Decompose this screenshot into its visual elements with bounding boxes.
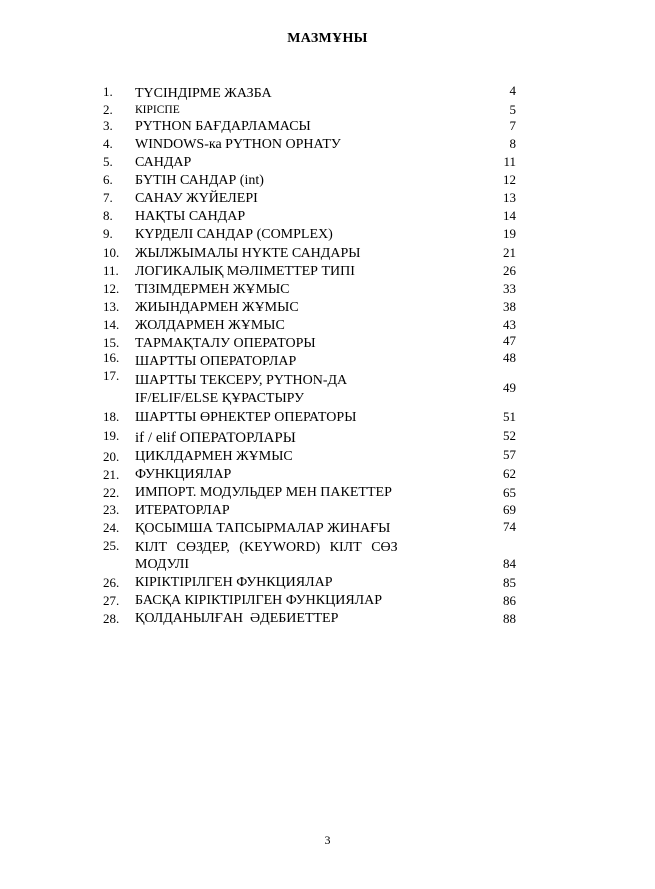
toc-number: 2. — [103, 102, 113, 117]
toc-title: ТІЗІМДЕРМЕН ЖҰМЫС — [135, 282, 290, 297]
toc-title: ИМПОРТ. МОДУЛЬДЕР МЕН ПАКЕТТЕР — [135, 485, 392, 500]
toc-title: ИТЕРАТОРЛАР — [135, 503, 230, 518]
toc-number: 16. — [103, 350, 120, 365]
toc-page: 7 — [509, 118, 516, 133]
toc-number: 1. — [103, 84, 113, 99]
toc-title: ЖЫЛЖЫМАЛЫ НҮКТЕ САНДАРЫ — [135, 246, 361, 261]
toc-page: 52 — [503, 428, 516, 443]
toc-page: 21 — [503, 245, 516, 260]
toc-page: 43 — [503, 317, 516, 332]
toc-number: 22. — [103, 485, 120, 500]
toc-page: 84 — [503, 556, 516, 571]
toc-title: ЖИЫНДАРМЕН ЖҰМЫС — [135, 300, 299, 315]
toc-page: 8 — [509, 136, 516, 151]
toc-page: 19 — [503, 226, 516, 241]
toc-page: 57 — [503, 447, 516, 462]
toc-page: 86 — [503, 593, 516, 608]
toc-title-line-1: КІЛТ СӨЗДЕР, (KEYWORD) КІЛТ СӨЗ — [135, 540, 398, 555]
page-title: МАЗМҰНЫ — [287, 31, 368, 46]
toc-page: 26 — [503, 263, 516, 278]
toc-title: if / elif ОПЕРАТОРЛАРЫ — [135, 430, 296, 446]
toc-number: 3. — [103, 118, 113, 133]
toc-number: 20. — [103, 449, 120, 464]
toc-number: 6. — [103, 172, 113, 187]
toc-number: 11. — [103, 263, 119, 278]
toc-number: 23. — [103, 502, 120, 517]
toc-title: WINDOWS-ка PYTHON ОРНАТУ — [135, 137, 341, 152]
toc-page: 4 — [509, 83, 516, 98]
toc-title: КІРІКТІРІЛГЕН ФУНКЦИЯЛАР — [135, 575, 333, 590]
toc-page: 74 — [503, 519, 516, 534]
page-number: 3 — [324, 833, 331, 847]
toc-page: 47 — [503, 333, 516, 348]
toc-title: САНАУ ЖҮЙЕЛЕРІ — [135, 191, 258, 206]
toc-title: ЛОГИКАЛЫҚ МӘЛІМЕТТЕР ТИПІ — [135, 264, 355, 279]
toc-page: 69 — [503, 502, 516, 517]
toc-page: 5 — [509, 102, 516, 117]
toc-page: 85 — [503, 575, 516, 590]
toc-number: 9. — [103, 226, 113, 241]
toc-page: 51 — [503, 409, 516, 424]
toc-number: 26. — [103, 575, 120, 590]
toc-page: 49 — [503, 380, 516, 395]
toc-page: 14 — [503, 208, 516, 223]
toc-page: 13 — [503, 190, 516, 205]
toc-title: НАҚТЫ САНДАР — [135, 209, 246, 224]
toc-number: 13. — [103, 299, 120, 314]
toc-title: ТҮСІНДІРМЕ ЖАЗБА — [135, 86, 272, 101]
toc-title: ФУНКЦИЯЛАР — [135, 467, 232, 482]
toc-title: КҮРДЕЛІ САНДАР (COMPLEX) — [135, 227, 333, 242]
toc-number: 14. — [103, 317, 120, 332]
toc-title-line-1: ШАРТТЫ ТЕКСЕРУ, PYTHON-ДА — [135, 373, 348, 388]
toc-number: 21. — [103, 467, 120, 482]
toc-number: 19. — [103, 428, 120, 443]
toc-title: ҚОСЫМША ТАПСЫРМАЛАР ЖИНАҒЫ — [135, 521, 391, 536]
toc-number: 18. — [103, 409, 120, 424]
toc-number: 28. — [103, 611, 120, 626]
toc-number: 7. — [103, 190, 113, 205]
toc-number: 4. — [103, 136, 113, 151]
toc-number: 8. — [103, 208, 113, 223]
toc-title-line-2: МОДУЛІ — [135, 557, 190, 572]
toc-title: ШАРТТЫ ӨРНЕКТЕР ОПЕРАТОРЫ — [135, 410, 357, 425]
toc-title: КІРІСПЕ — [135, 104, 180, 116]
toc-page: 12 — [503, 172, 516, 187]
toc-page: 65 — [503, 485, 516, 500]
toc-number: 10. — [103, 245, 120, 260]
toc-page: 38 — [503, 299, 516, 314]
toc-title: PYTHON БАҒДАРЛАМАСЫ — [135, 119, 311, 134]
toc-title: ШАРТТЫ ОПЕРАТОРЛАР — [135, 354, 297, 369]
toc-title: САНДАР — [135, 155, 192, 170]
toc-number: 17. — [103, 368, 120, 383]
toc-number: 27. — [103, 593, 120, 608]
toc-title: ЦИКЛДАРМЕН ЖҰМЫС — [135, 449, 293, 464]
toc-title-line-2: IF/ELIF/ELSE ҚҰРАСТЫРУ — [135, 391, 305, 406]
toc-page: 88 — [503, 611, 516, 626]
toc-page: 62 — [503, 466, 516, 481]
toc-number: 15. — [103, 335, 120, 350]
toc-page: 33 — [503, 281, 516, 296]
toc-page: 48 — [503, 350, 516, 365]
toc-title: ҚОЛДАНЫЛҒАН ӘДЕБИЕТТЕР — [135, 611, 339, 626]
toc-number: 24. — [103, 520, 120, 535]
toc-title: БАСҚА КІРІКТІРІЛГЕН ФУНКЦИЯЛАР — [135, 593, 383, 608]
toc-title: ТАРМАҚТАЛУ ОПЕРАТОРЫ — [135, 336, 316, 351]
toc-number: 5. — [103, 154, 113, 169]
toc-title: ЖОЛДАРМЕН ЖҰМЫС — [135, 318, 285, 333]
toc-title: БҮТІН САНДАР (int) — [135, 173, 264, 188]
toc-page: 11 — [503, 154, 516, 169]
toc-number: 12. — [103, 281, 120, 296]
toc-number: 25. — [103, 538, 120, 553]
